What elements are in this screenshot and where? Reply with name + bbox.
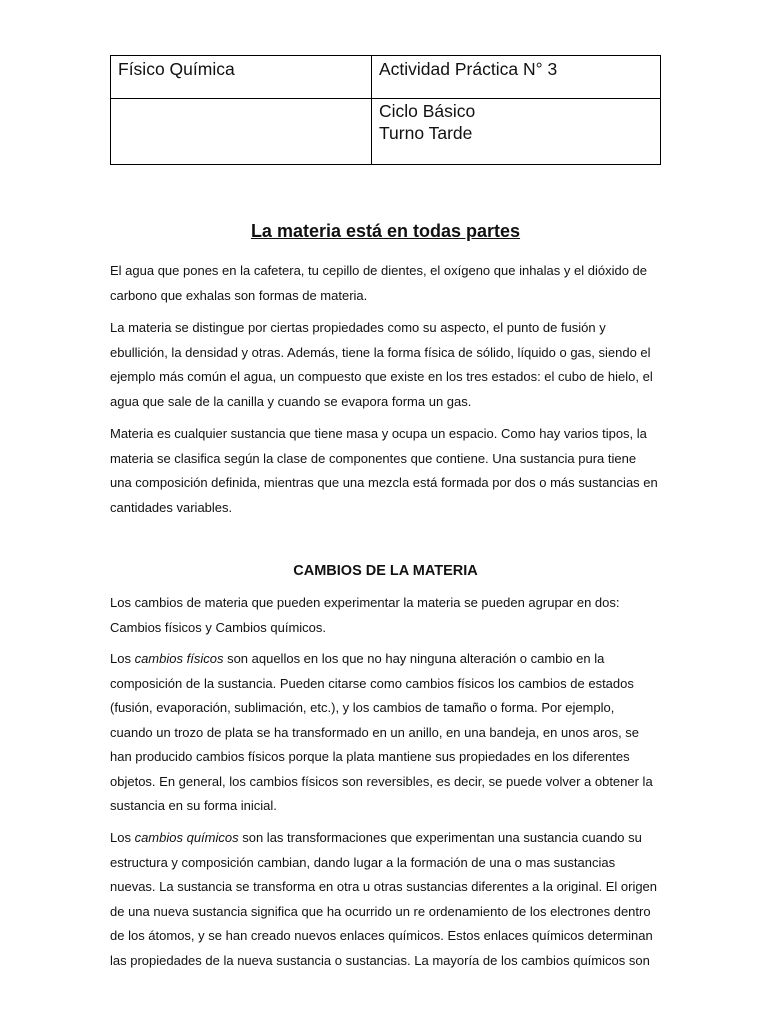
- section-title: CAMBIOS DE LA MATERIA: [293, 563, 478, 579]
- physical-text: son aquellos en los que no hay ninguna alteración o cambio en la composición de la sustancia. Pueden citarse como cambios físicos los cambios de estados (fusión, evaporación, sublimación, etc.), y los cambios de tamaño o forma. Por ejemplo, cuando un trozo de plata se ha transformado en un anillo, en una bandeja, en unos aros, se han producido cambios físicos porque la plata mantiene sus propiedades en los diferentes objetos. En general, los cambios físicos son reversibles, es decir, se puede volver a obtener la sustancia en su forma inicial.: [110, 651, 653, 813]
- intro-paragraph-2: La materia se distingue por ciertas propiedades como su aspecto, el punto de fusión y ebullición, la densidad y otras. Además, tiene la forma física de sólido, líquido o gas, siendo el ejemplo más común el agua, un compuesto que existe en los tres estados: el cubo de hielo, el agua que sale de la canilla y cuando se evapora forma un gas.: [110, 320, 653, 409]
- chemical-changes-paragraph: [110, 826, 658, 973]
- shift-label: Turno Tarde: [379, 123, 473, 143]
- intro-paragraph-3: Materia es cualquier sustancia que tiene masa y ocupa un espacio. Como hay varios tipos, la materia se clasifica según la clase de componentes que contiene. Una sustancia pura tiene una composición definida, mientras que una mezcla está formada por dos o más sustancias en cantidades variables.: [110, 426, 658, 515]
- chemical-prefix: Los: [110, 830, 135, 845]
- chemical-text: son las transformaciones que experimentan una sustancia cuando su estructura y composición cambian, dando lugar a la formación de una o mas sustancias nuevas. La sustancia se transforma en otra u otras sustancias diferentes a la original. El origen de una nueva sustancia significa que ha ocurrido un re ordenamiento de los electrones dentro de los átomos, y se han creado nuevos enlaces químicos. Estos enlaces químicos determinan las propiedades de la nueva sustancia o sustancias. La mayoría de los cambios químicos son: [110, 830, 658, 968]
- document-title-text: La materia está en todas partes: [250, 221, 521, 241]
- cycle-label: Ciclo Básico: [379, 101, 476, 121]
- subject-cell: Físico Química: [111, 56, 372, 99]
- activity-cell: Actividad Práctica N° 3: [372, 56, 661, 99]
- physical-term: cambios físicos: [134, 651, 224, 666]
- physical-changes-paragraph: [110, 647, 658, 819]
- physical-prefix: Los: [110, 651, 135, 666]
- empty-cell: [111, 99, 372, 165]
- intro-paragraph-1: El agua que pones en la cafetera, tu cepillo de dientes, el oxígeno que inhalas y el dióxido de carbono que exhalas son formas de materia.: [110, 263, 647, 303]
- header-table: [110, 55, 661, 165]
- document-title: [110, 221, 661, 242]
- chemical-term: cambios químicos: [134, 830, 239, 845]
- cycle-shift-cell: [372, 99, 661, 165]
- section-intro-paragraph: Los cambios de materia que pueden experimentar la materia se pueden agrupar en dos: Cambios físicos y Cambios químicos.: [110, 595, 620, 635]
